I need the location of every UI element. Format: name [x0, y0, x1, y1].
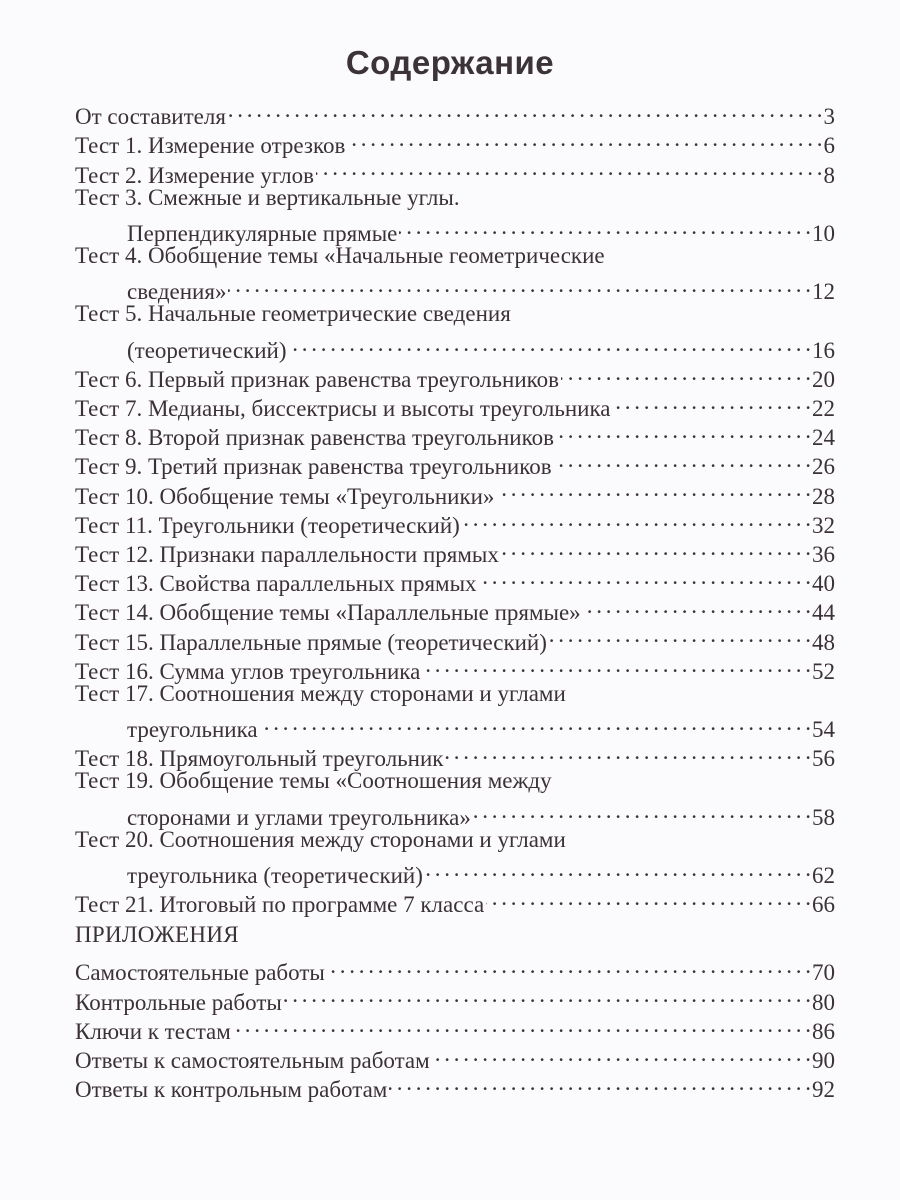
- dot-leader: [462, 504, 810, 533]
- toc-main-entries: [75, 95, 835, 918]
- toc-entry-title: Тест 11. Треугольники (теоретический): [75, 512, 460, 538]
- dot-leader: [583, 591, 810, 620]
- toc-entry-title: Тест 10. Обобщение темы «Треугольники»: [75, 483, 495, 509]
- toc-entry-line: [75, 270, 835, 305]
- toc-entry[interactable]: [75, 241, 835, 305]
- toc-entry[interactable]: [75, 679, 835, 743]
- toc-entry-title: Тест 6. Первый признак равенства треугольников: [75, 366, 559, 392]
- toc-entry-title: Тест 2. Измерение углов: [75, 162, 314, 188]
- toc-entry-title: сторонами и углами треугольника»: [127, 804, 471, 830]
- toc-entry-title: Ответы к контрольным работам: [75, 1077, 388, 1103]
- dot-leader: [228, 95, 822, 124]
- toc-page-number: 86: [812, 1018, 835, 1044]
- table-of-contents: [75, 95, 835, 1103]
- toc-entry-title: Тест 16. Сумма углов треугольника: [75, 658, 421, 684]
- toc-entry-line: [75, 766, 835, 795]
- toc-entry-title: сведения»: [127, 279, 227, 305]
- toc-entry-line: [75, 212, 835, 246]
- toc-page-number: 26: [812, 454, 835, 480]
- toc-page-number: 3: [823, 104, 835, 130]
- toc-page-number: 54: [812, 717, 835, 743]
- toc-page-number: 8: [823, 162, 835, 188]
- page-title: Содержание: [345, 44, 555, 81]
- toc-entry-title: Контрольные работы: [75, 989, 282, 1015]
- dot-leader: [496, 474, 810, 503]
- dot-leader: [486, 883, 810, 912]
- toc-entry-title: треугольника: [127, 717, 258, 743]
- toc-entry-title: Тест 19. Обобщение темы «Соотношения между: [75, 768, 552, 794]
- toc-page-number: 70: [812, 960, 835, 986]
- toc-entry-title: Тест 7. Медианы, биссектрисы и высоты треугольника: [75, 396, 611, 422]
- toc-entry-title: Тест 15. Параллельные прямые (теоретический): [75, 629, 547, 655]
- toc-entry[interactable]: [75, 183, 835, 246]
- toc-page-number: 36: [812, 542, 835, 567]
- dot-leader: [327, 951, 810, 980]
- toc-entry-line: [75, 679, 835, 708]
- toc-page-number: 92: [812, 1077, 835, 1103]
- toc-entry-line: [75, 95, 835, 130]
- toc-page-number: 6: [823, 133, 835, 159]
- toc-entry-title: Тест 5. Начальные геометрические сведения: [75, 301, 511, 327]
- toc-appendix-entries: [75, 951, 835, 1103]
- toc-page-number: 48: [812, 629, 835, 655]
- toc-entry-title: Ответы к самостоятельным работам: [75, 1048, 430, 1073]
- toc-page-number: 12: [812, 279, 835, 305]
- dot-leader: [389, 1068, 810, 1097]
- dot-leader: [549, 620, 810, 649]
- toc-entry-title: Тест 9. Третий признак равенства треугольников: [75, 454, 552, 480]
- toc-entry-title: Тест 4. Обобщение темы «Начальные геометрические: [75, 242, 605, 268]
- toc-entry-title: Тест 18. Прямоугольный треугольник: [75, 746, 444, 772]
- toc-entry-line: [75, 183, 835, 212]
- dot-leader: [399, 212, 810, 241]
- dot-leader: [228, 270, 810, 299]
- dot-leader: [445, 737, 810, 766]
- dot-leader: [289, 329, 811, 358]
- dot-leader: [561, 358, 810, 387]
- toc-page-number: 10: [812, 220, 835, 246]
- toc-entry-line: [75, 951, 835, 986]
- toc-page-number: 32: [812, 512, 835, 538]
- toc-entry-title: Тест 1. Измерение отрезков: [75, 133, 346, 159]
- toc-entry-title: треугольника (теоретический): [127, 863, 423, 889]
- dot-leader: [233, 1010, 810, 1039]
- dot-leader: [556, 416, 810, 445]
- toc-entry-title: Тест 20. Соотношения между сторонами и углами: [75, 826, 566, 852]
- dot-leader: [347, 124, 821, 153]
- dot-leader: [260, 708, 810, 737]
- toc-page-number: 20: [812, 366, 835, 392]
- dot-leader: [284, 980, 810, 1009]
- appendix-heading: ПРИЛОЖЕНИЯ: [75, 922, 239, 948]
- toc-page-number: 62: [812, 863, 835, 889]
- toc-entry-title: (теоретический): [127, 337, 287, 363]
- toc-page-number: 40: [812, 571, 835, 597]
- toc-entry-title: Тест 14. Обобщение темы «Параллельные прямые»: [75, 600, 581, 626]
- toc-entry-line: [75, 329, 835, 363]
- dot-leader: [432, 1039, 810, 1068]
- toc-page-number: 56: [812, 746, 835, 772]
- toc-page-number: 16: [812, 337, 835, 363]
- toc-page-number: 66: [812, 892, 835, 918]
- dot-leader: [479, 562, 810, 591]
- toc-page-number: 28: [812, 483, 835, 509]
- toc-entry-title: Тест 3. Смежные и вертикальные углы.: [75, 184, 460, 210]
- dot-leader: [473, 796, 810, 825]
- dot-leader: [425, 854, 810, 883]
- toc-entry-title: Тест 8. Второй признак равенства треугольников: [75, 425, 554, 451]
- dot-leader: [554, 445, 810, 474]
- toc-entry-line: [75, 241, 835, 270]
- toc-entry-title: Ключи к тестам: [75, 1018, 231, 1044]
- toc-entry[interactable]: [75, 825, 835, 889]
- toc-entry-line: [75, 708, 835, 743]
- dot-leader: [316, 153, 822, 182]
- dot-leader: [613, 387, 810, 416]
- toc-entry[interactable]: [75, 95, 835, 130]
- toc-entry-title: Самостоятельные работы: [75, 960, 325, 986]
- toc-entry[interactable]: [75, 299, 835, 363]
- toc-entry-line: [75, 825, 835, 854]
- toc-entry-title: Тест 21. Итоговый по программе 7 класса: [75, 892, 485, 918]
- toc-entry-line: [75, 299, 835, 328]
- toc-page-number: 24: [812, 425, 835, 451]
- toc-entry-title: От составителя: [75, 104, 226, 130]
- toc-page-number: 52: [812, 658, 835, 684]
- toc-entry-title: Тест 12. Признаки параллельности прямых: [75, 542, 499, 567]
- toc-page-number: 22: [812, 396, 835, 422]
- toc-entry-line: [75, 854, 835, 889]
- toc-page-number: 44: [812, 600, 835, 626]
- toc-entry-title: Перпендикулярные прямые: [127, 220, 398, 246]
- toc-entry-title: Тест 17. Соотношения между сторонами и углами: [75, 680, 566, 706]
- dot-leader: [422, 650, 810, 679]
- dot-leader: [501, 533, 810, 562]
- toc-entry[interactable]: [75, 766, 835, 830]
- toc-page-number: 58: [812, 804, 835, 830]
- toc-entry-line: [75, 796, 835, 830]
- toc-entry[interactable]: [75, 951, 835, 986]
- toc-entry-title: Тест 13. Свойства параллельных прямых: [75, 571, 477, 597]
- toc-page-number: 80: [812, 989, 835, 1015]
- toc-page-number: 90: [812, 1048, 835, 1073]
